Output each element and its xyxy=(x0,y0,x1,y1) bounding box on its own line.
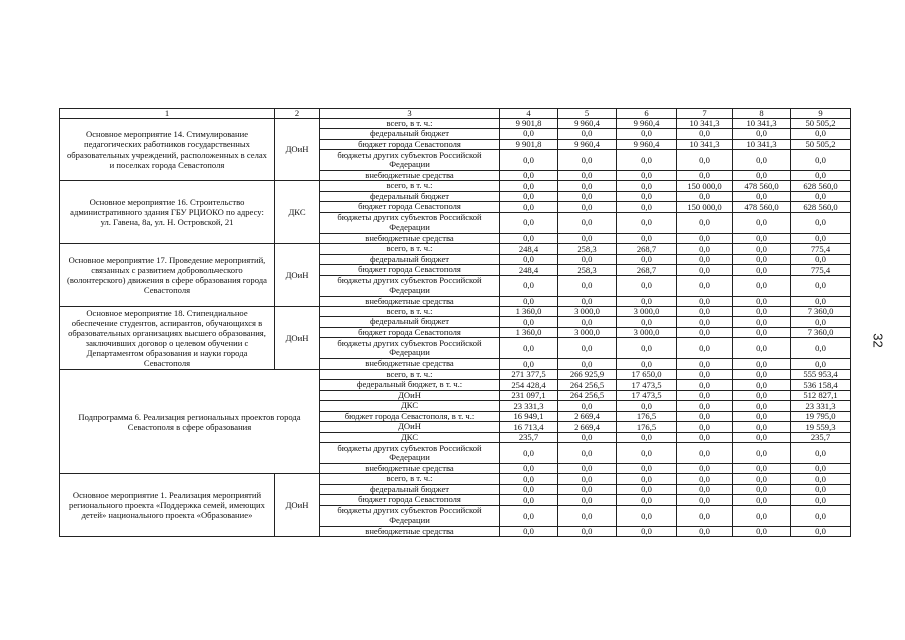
funding-source-cell: бюджеты других субъектов Российской Федерации xyxy=(320,275,500,296)
amount-cell: 0,0 xyxy=(677,411,733,421)
amount-cell: 0,0 xyxy=(791,149,851,170)
amount-cell: 0,0 xyxy=(677,432,733,442)
amount-cell: 0,0 xyxy=(733,464,791,474)
amount-cell: 0,0 xyxy=(500,495,558,505)
amount-cell: 9 901,8 xyxy=(500,118,558,128)
amount-cell: 0,0 xyxy=(558,170,617,180)
amount-cell: 0,0 xyxy=(677,401,733,411)
amount-cell: 0,0 xyxy=(733,495,791,505)
amount-cell: 9 901,8 xyxy=(500,139,558,149)
funding-source-cell: бюджеты других субъектов Российской Федерации xyxy=(320,212,500,233)
amount-cell: 0,0 xyxy=(558,212,617,233)
amount-cell: 0,0 xyxy=(500,526,558,536)
event-title: Основное мероприятие 14. Стимулирование педагогических работников государственных образовательных учреждений, расположенных в селах и поселках города Севастополя xyxy=(60,118,275,181)
funding-source-cell: федеральный бюджет xyxy=(320,129,500,139)
amount-cell: 0,0 xyxy=(677,505,733,526)
funding-source-cell: федеральный бюджет xyxy=(320,317,500,327)
amount-cell: 0,0 xyxy=(733,212,791,233)
amount-cell: 176,5 xyxy=(617,411,677,421)
amount-cell: 0,0 xyxy=(500,212,558,233)
amount-cell: 10 341,3 xyxy=(677,139,733,149)
table-row xyxy=(60,118,851,128)
amount-cell: 0,0 xyxy=(558,464,617,474)
funding-source-cell: всего, в т. ч.: xyxy=(320,369,500,379)
funding-source-cell: бюджет города Севастополя xyxy=(320,265,500,275)
column-number: 3 xyxy=(320,109,500,119)
amount-cell: 0,0 xyxy=(558,129,617,139)
amount-cell: 1 360,0 xyxy=(500,327,558,337)
funding-source-cell: бюджет города Севастополя xyxy=(320,139,500,149)
amount-cell: 0,0 xyxy=(617,212,677,233)
page-number: 32 xyxy=(870,333,886,348)
amount-cell: 0,0 xyxy=(677,296,733,306)
amount-cell: 478 560,0 xyxy=(733,202,791,212)
amount-cell: 0,0 xyxy=(791,526,851,536)
amount-cell: 235,7 xyxy=(791,432,851,442)
table-row xyxy=(60,181,851,191)
amount-cell: 0,0 xyxy=(617,484,677,494)
amount-cell: 0,0 xyxy=(677,443,733,464)
amount-cell: 0,0 xyxy=(500,359,558,369)
event-title: Основное мероприятие 18. Стипендиальное обеспечение студентов, аспирантов, обучающихся в образовательных организациях высшего образования, заключивших договор о целевом обучении с Департаментом образования и науки города Севастополя xyxy=(60,307,275,370)
funding-source-cell: внебюджетные средства xyxy=(320,296,500,306)
amount-cell: 0,0 xyxy=(677,265,733,275)
amount-cell: 0,0 xyxy=(677,317,733,327)
amount-cell: 0,0 xyxy=(677,526,733,536)
amount-cell: 0,0 xyxy=(733,233,791,243)
amount-cell: 0,0 xyxy=(500,275,558,296)
funding-source-cell: федеральный бюджет xyxy=(320,484,500,494)
funding-source-cell: ДКС xyxy=(320,432,500,442)
amount-cell: 0,0 xyxy=(733,129,791,139)
funding-source-cell: всего, в т. ч.: xyxy=(320,474,500,484)
funding-source-cell: бюджет города Севастополя xyxy=(320,495,500,505)
amount-cell: 0,0 xyxy=(677,474,733,484)
amount-cell: 264 256,5 xyxy=(558,390,617,400)
amount-cell: 0,0 xyxy=(558,202,617,212)
amount-cell: 0,0 xyxy=(791,359,851,369)
subprogram-title: Подпрограмма 6. Реализация региональных проектов города Севастополя в сфере образования xyxy=(60,369,320,474)
funding-source-cell: внебюджетные средства xyxy=(320,359,500,369)
amount-cell: 0,0 xyxy=(500,149,558,170)
amount-cell: 9 960,4 xyxy=(617,118,677,128)
funding-source-cell: всего, в т. ч.: xyxy=(320,118,500,128)
amount-cell: 19 795,0 xyxy=(791,411,851,421)
amount-cell: 0,0 xyxy=(677,369,733,379)
executor-cell: ДОиН xyxy=(275,244,320,307)
amount-cell: 0,0 xyxy=(791,484,851,494)
amount-cell: 176,5 xyxy=(617,422,677,432)
amount-cell: 0,0 xyxy=(677,129,733,139)
column-number: 2 xyxy=(275,109,320,119)
amount-cell: 0,0 xyxy=(791,212,851,233)
amount-cell: 0,0 xyxy=(733,526,791,536)
amount-cell: 0,0 xyxy=(617,526,677,536)
budget-table xyxy=(59,108,851,537)
amount-cell: 0,0 xyxy=(677,338,733,359)
amount-cell: 2 669,4 xyxy=(558,422,617,432)
amount-cell: 0,0 xyxy=(500,296,558,306)
amount-cell: 0,0 xyxy=(617,181,677,191)
amount-cell: 0,0 xyxy=(733,170,791,180)
amount-cell: 0,0 xyxy=(500,191,558,201)
executor-cell: ДКС xyxy=(275,181,320,244)
amount-cell: 248,4 xyxy=(500,244,558,254)
amount-cell: 248,4 xyxy=(500,265,558,275)
event-title: Основное мероприятие 17. Проведение мероприятий, связанных с развитием добровольческого (волонтерского) движения в сфере образования города Севастополя xyxy=(60,244,275,307)
amount-cell: 0,0 xyxy=(558,432,617,442)
amount-cell: 0,0 xyxy=(677,484,733,494)
amount-cell: 0,0 xyxy=(617,401,677,411)
amount-cell: 0,0 xyxy=(733,474,791,484)
column-number: 4 xyxy=(500,109,558,119)
amount-cell: 0,0 xyxy=(733,244,791,254)
amount-cell: 0,0 xyxy=(733,265,791,275)
amount-cell: 0,0 xyxy=(617,432,677,442)
amount-cell: 0,0 xyxy=(558,254,617,264)
column-number: 5 xyxy=(558,109,617,119)
amount-cell: 0,0 xyxy=(558,296,617,306)
amount-cell: 0,0 xyxy=(677,464,733,474)
amount-cell: 0,0 xyxy=(617,464,677,474)
amount-cell: 0,0 xyxy=(500,170,558,180)
column-number: 7 xyxy=(677,109,733,119)
amount-cell: 0,0 xyxy=(617,191,677,201)
funding-source-cell: бюджет города Севастополя, в т. ч.: xyxy=(320,411,500,421)
amount-cell: 268,7 xyxy=(617,244,677,254)
amount-cell: 0,0 xyxy=(677,212,733,233)
amount-cell: 17 650,0 xyxy=(617,369,677,379)
amount-cell: 0,0 xyxy=(677,307,733,317)
amount-cell: 150 000,0 xyxy=(677,202,733,212)
event-title: Основное мероприятие 1. Реализация мероприятий регионального проекта «Поддержка семей, имеющих детей» национального проекта «Образование» xyxy=(60,474,275,537)
amount-cell: 536 158,4 xyxy=(791,380,851,390)
amount-cell: 0,0 xyxy=(733,317,791,327)
funding-source-cell: всего, в т. ч.: xyxy=(320,307,500,317)
amount-cell: 0,0 xyxy=(791,317,851,327)
table-body xyxy=(60,118,851,537)
column-number: 6 xyxy=(617,109,677,119)
amount-cell: 0,0 xyxy=(500,233,558,243)
amount-cell: 0,0 xyxy=(617,149,677,170)
funding-source-cell: всего, в т. ч.: xyxy=(320,244,500,254)
amount-cell: 0,0 xyxy=(558,317,617,327)
amount-cell: 9 960,4 xyxy=(558,139,617,149)
amount-cell: 0,0 xyxy=(500,202,558,212)
amount-cell: 0,0 xyxy=(677,380,733,390)
amount-cell: 0,0 xyxy=(500,338,558,359)
funding-source-cell: бюджеты других субъектов Российской Федерации xyxy=(320,149,500,170)
amount-cell: 0,0 xyxy=(617,359,677,369)
amount-cell: 0,0 xyxy=(733,191,791,201)
amount-cell: 0,0 xyxy=(791,443,851,464)
amount-cell: 0,0 xyxy=(617,296,677,306)
amount-cell: 0,0 xyxy=(617,474,677,484)
amount-cell: 0,0 xyxy=(617,505,677,526)
amount-cell: 0,0 xyxy=(791,129,851,139)
amount-cell: 0,0 xyxy=(791,464,851,474)
amount-cell: 0,0 xyxy=(733,432,791,442)
amount-cell: 0,0 xyxy=(733,484,791,494)
amount-cell: 0,0 xyxy=(617,233,677,243)
funding-source-cell: ДОиН xyxy=(320,390,500,400)
amount-cell: 50 505,2 xyxy=(791,139,851,149)
amount-cell: 271 377,5 xyxy=(500,369,558,379)
amount-cell: 264 256,5 xyxy=(558,380,617,390)
amount-cell: 0,0 xyxy=(558,181,617,191)
amount-cell: 0,0 xyxy=(791,233,851,243)
amount-cell: 0,0 xyxy=(558,505,617,526)
column-number: 1 xyxy=(60,109,275,119)
amount-cell: 3 000,0 xyxy=(617,327,677,337)
amount-cell: 0,0 xyxy=(677,275,733,296)
amount-cell: 0,0 xyxy=(733,401,791,411)
amount-cell: 0,0 xyxy=(558,275,617,296)
amount-cell: 258,3 xyxy=(558,265,617,275)
amount-cell: 0,0 xyxy=(791,254,851,264)
amount-cell: 0,0 xyxy=(733,411,791,421)
funding-source-cell: ДКС xyxy=(320,401,500,411)
amount-cell: 0,0 xyxy=(677,390,733,400)
executor-cell: ДОиН xyxy=(275,118,320,181)
amount-cell: 0,0 xyxy=(677,191,733,201)
amount-cell: 10 341,3 xyxy=(733,139,791,149)
table-row xyxy=(60,244,851,254)
amount-cell: 0,0 xyxy=(617,443,677,464)
amount-cell: 628 560,0 xyxy=(791,202,851,212)
amount-cell: 3 000,0 xyxy=(558,307,617,317)
amount-cell: 0,0 xyxy=(733,327,791,337)
amount-cell: 0,0 xyxy=(617,275,677,296)
amount-cell: 50 505,2 xyxy=(791,118,851,128)
amount-cell: 0,0 xyxy=(677,233,733,243)
amount-cell: 0,0 xyxy=(558,359,617,369)
amount-cell: 0,0 xyxy=(500,443,558,464)
amount-cell: 0,0 xyxy=(733,390,791,400)
funding-source-cell: бюджеты других субъектов Российской Федерации xyxy=(320,338,500,359)
amount-cell: 258,3 xyxy=(558,244,617,254)
amount-cell: 3 000,0 xyxy=(617,307,677,317)
amount-cell: 0,0 xyxy=(733,149,791,170)
amount-cell: 0,0 xyxy=(677,170,733,180)
amount-cell: 9 960,4 xyxy=(617,139,677,149)
funding-source-cell: бюджет города Севастополя xyxy=(320,202,500,212)
amount-cell: 0,0 xyxy=(500,317,558,327)
amount-cell: 23 331,3 xyxy=(791,401,851,411)
amount-cell: 268,7 xyxy=(617,265,677,275)
amount-cell: 10 341,3 xyxy=(677,118,733,128)
funding-source-cell: бюджеты других субъектов Российской Федерации xyxy=(320,505,500,526)
amount-cell: 16 713,4 xyxy=(500,422,558,432)
table-row xyxy=(60,474,851,484)
amount-cell: 0,0 xyxy=(617,202,677,212)
column-number: 8 xyxy=(733,109,791,119)
amount-cell: 0,0 xyxy=(733,380,791,390)
amount-cell: 9 960,4 xyxy=(558,118,617,128)
funding-source-cell: внебюджетные средства xyxy=(320,526,500,536)
funding-source-cell: ДОиН xyxy=(320,422,500,432)
amount-cell: 0,0 xyxy=(617,338,677,359)
amount-cell: 0,0 xyxy=(733,443,791,464)
amount-cell: 0,0 xyxy=(500,484,558,494)
amount-cell: 231 097,1 xyxy=(500,390,558,400)
amount-cell: 7 360,0 xyxy=(791,307,851,317)
amount-cell: 16 949,1 xyxy=(500,411,558,421)
amount-cell: 0,0 xyxy=(677,327,733,337)
amount-cell: 150 000,0 xyxy=(677,181,733,191)
funding-source-cell: федеральный бюджет xyxy=(320,254,500,264)
amount-cell: 0,0 xyxy=(791,495,851,505)
amount-cell: 0,0 xyxy=(733,359,791,369)
amount-cell: 0,0 xyxy=(791,338,851,359)
amount-cell: 2 669,4 xyxy=(558,411,617,421)
amount-cell: 10 341,3 xyxy=(733,118,791,128)
funding-source-cell: бюджеты других субъектов Российской Федерации xyxy=(320,443,500,464)
amount-cell: 17 473,5 xyxy=(617,390,677,400)
funding-source-cell: внебюджетные средства xyxy=(320,233,500,243)
amount-cell: 0,0 xyxy=(500,181,558,191)
amount-cell: 0,0 xyxy=(733,369,791,379)
funding-source-cell: внебюджетные средства xyxy=(320,464,500,474)
amount-cell: 0,0 xyxy=(791,275,851,296)
table-row xyxy=(60,307,851,317)
amount-cell: 0,0 xyxy=(677,149,733,170)
table-row xyxy=(60,369,851,379)
amount-cell: 0,0 xyxy=(558,443,617,464)
amount-cell: 0,0 xyxy=(500,474,558,484)
amount-cell: 0,0 xyxy=(558,233,617,243)
executor-cell: ДОиН xyxy=(275,307,320,370)
amount-cell: 0,0 xyxy=(677,359,733,369)
amount-cell: 0,0 xyxy=(791,191,851,201)
column-number-row xyxy=(60,109,851,119)
amount-cell: 1 360,0 xyxy=(500,307,558,317)
amount-cell: 0,0 xyxy=(677,244,733,254)
amount-cell: 0,0 xyxy=(677,254,733,264)
funding-source-cell: всего, в т. ч.: xyxy=(320,181,500,191)
amount-cell: 0,0 xyxy=(500,505,558,526)
amount-cell: 3 000,0 xyxy=(558,327,617,337)
amount-cell: 0,0 xyxy=(500,464,558,474)
amount-cell: 0,0 xyxy=(733,254,791,264)
event-title: Основное мероприятие 16. Строительство административного здания ГБУ РЦИОКО по адресу: ул. Гавена, 8а, ул. Н. Островской, 21 xyxy=(60,181,275,244)
funding-source-cell: федеральный бюджет, в т. ч.: xyxy=(320,380,500,390)
amount-cell: 0,0 xyxy=(617,317,677,327)
amount-cell: 0,0 xyxy=(558,484,617,494)
amount-cell: 0,0 xyxy=(733,338,791,359)
amount-cell: 512 827,1 xyxy=(791,390,851,400)
executor-cell: ДОиН xyxy=(275,474,320,537)
amount-cell: 478 560,0 xyxy=(733,181,791,191)
amount-cell: 0,0 xyxy=(558,149,617,170)
amount-cell: 0,0 xyxy=(500,129,558,139)
amount-cell: 0,0 xyxy=(617,129,677,139)
funding-source-cell: бюджет города Севастополя xyxy=(320,327,500,337)
amount-cell: 555 953,4 xyxy=(791,369,851,379)
amount-cell: 23 331,3 xyxy=(500,401,558,411)
amount-cell: 235,7 xyxy=(500,432,558,442)
amount-cell: 0,0 xyxy=(733,275,791,296)
amount-cell: 0,0 xyxy=(558,474,617,484)
amount-cell: 0,0 xyxy=(677,495,733,505)
amount-cell: 0,0 xyxy=(733,422,791,432)
amount-cell: 7 360,0 xyxy=(791,327,851,337)
column-number: 9 xyxy=(791,109,851,119)
amount-cell: 775,4 xyxy=(791,265,851,275)
amount-cell: 0,0 xyxy=(617,495,677,505)
amount-cell: 0,0 xyxy=(791,296,851,306)
amount-cell: 0,0 xyxy=(617,170,677,180)
amount-cell: 17 473,5 xyxy=(617,380,677,390)
amount-cell: 0,0 xyxy=(733,505,791,526)
amount-cell: 0,0 xyxy=(617,254,677,264)
funding-source-cell: внебюджетные средства xyxy=(320,170,500,180)
amount-cell: 266 925,9 xyxy=(558,369,617,379)
amount-cell: 19 559,3 xyxy=(791,422,851,432)
amount-cell: 0,0 xyxy=(791,170,851,180)
amount-cell: 0,0 xyxy=(677,422,733,432)
amount-cell: 0,0 xyxy=(558,526,617,536)
amount-cell: 0,0 xyxy=(500,254,558,264)
amount-cell: 0,0 xyxy=(791,474,851,484)
amount-cell: 775,4 xyxy=(791,244,851,254)
amount-cell: 0,0 xyxy=(558,401,617,411)
amount-cell: 0,0 xyxy=(558,191,617,201)
amount-cell: 254 428,4 xyxy=(500,380,558,390)
funding-source-cell: федеральный бюджет xyxy=(320,191,500,201)
amount-cell: 628 560,0 xyxy=(791,181,851,191)
amount-cell: 0,0 xyxy=(733,296,791,306)
amount-cell: 0,0 xyxy=(791,505,851,526)
amount-cell: 0,0 xyxy=(558,495,617,505)
amount-cell: 0,0 xyxy=(558,338,617,359)
amount-cell: 0,0 xyxy=(733,307,791,317)
